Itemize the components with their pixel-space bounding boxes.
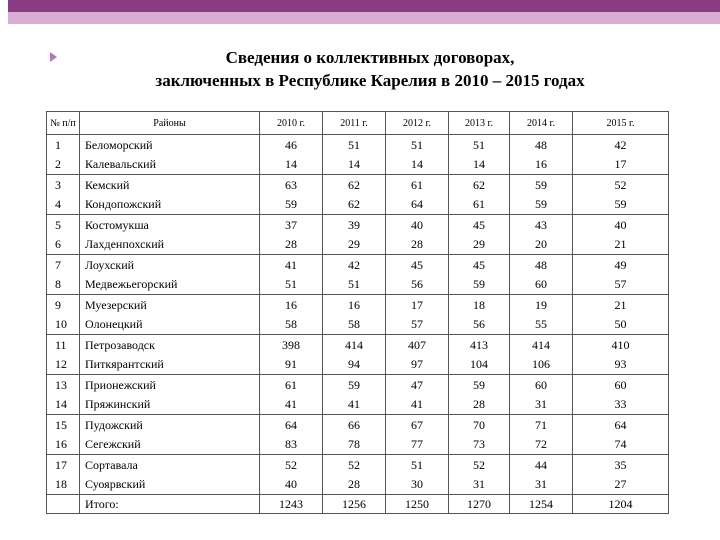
cell-value: 45 — [473, 258, 485, 272]
cell-value: 31 — [535, 397, 547, 411]
cell-value: Беломорский — [85, 138, 153, 152]
cell-2014 — [510, 375, 573, 415]
cell-value: 8 — [55, 277, 61, 291]
cell-value: 60 — [535, 277, 547, 291]
cell-value: 28 — [285, 237, 297, 251]
header-2011: 2011 г. — [323, 112, 386, 135]
cell-2013 — [449, 415, 510, 455]
cell-value: 414 — [345, 338, 363, 352]
table-row — [47, 175, 669, 215]
cell-value: 48 — [535, 258, 547, 272]
cell-value: 70 — [473, 418, 485, 432]
cell-value: 59 — [535, 178, 547, 192]
cell-value: 64 — [614, 418, 627, 432]
cell-value: 14 — [411, 157, 423, 171]
cell-value: 51 — [411, 458, 423, 472]
total-2011: 1256 — [323, 495, 386, 514]
cell-value: 61 — [411, 178, 423, 192]
cell-value: 20 — [535, 237, 547, 251]
cell-value: 60 — [535, 378, 547, 392]
cell-2015 — [573, 415, 669, 455]
cell-2014 — [510, 295, 573, 335]
cell-value: 28 — [473, 397, 485, 411]
cell-value: 66 — [348, 418, 360, 432]
cell-value: Пудожский — [85, 418, 143, 432]
cell-value: 51 — [473, 138, 485, 152]
cell-value: 46 — [285, 138, 297, 152]
cell-2015 — [573, 175, 669, 215]
cell-value: 5 — [55, 218, 61, 232]
cell-value: 410 — [611, 338, 630, 352]
cell-value: 56 — [411, 277, 423, 291]
cell-value: 14 — [55, 397, 67, 411]
cell-district — [80, 295, 260, 335]
cell-2011 — [323, 335, 386, 375]
cell-value: 31 — [473, 477, 485, 491]
cell-value: 30 — [411, 477, 423, 491]
cell-number — [47, 455, 80, 495]
cell-2014 — [510, 135, 573, 175]
total-2015: 1204 — [573, 495, 669, 514]
total-number-cell — [47, 495, 80, 514]
cell-value: 35 — [614, 458, 627, 472]
cell-value: 37 — [285, 218, 297, 232]
cell-value: 14 — [348, 157, 360, 171]
cell-district — [80, 175, 260, 215]
cell-2013 — [449, 175, 510, 215]
table-row — [47, 295, 669, 335]
cell-number — [47, 295, 80, 335]
cell-value: Прионежский — [85, 378, 156, 392]
cell-value: 17 — [55, 458, 67, 472]
table-row — [47, 215, 669, 255]
cell-value: 14 — [473, 157, 485, 171]
cell-value: 52 — [473, 458, 485, 472]
cell-2010 — [260, 335, 323, 375]
cell-value: 40 — [614, 218, 627, 232]
cell-value: 67 — [411, 418, 423, 432]
cell-value: 61 — [473, 197, 485, 211]
cell-value: 40 — [411, 218, 423, 232]
corner-mark — [0, 0, 8, 24]
total-row — [47, 495, 669, 514]
cell-value: 42 — [614, 138, 627, 152]
cell-value: 59 — [348, 378, 360, 392]
cell-number — [47, 215, 80, 255]
cell-value: 93 — [614, 357, 627, 371]
cell-value: 57 — [614, 277, 627, 291]
cell-2014 — [510, 175, 573, 215]
cell-value: Медвежьегорский — [85, 277, 178, 291]
cell-value: 52 — [614, 178, 627, 192]
cell-value: Петрозаводск — [85, 338, 155, 352]
cell-2012 — [386, 295, 449, 335]
cell-value: 62 — [348, 178, 360, 192]
cell-value: 7 — [55, 258, 61, 272]
cell-value: 72 — [535, 437, 547, 451]
cell-value: 3 — [55, 178, 61, 192]
cell-value: 83 — [285, 437, 297, 451]
header-2013: 2013 г. — [449, 112, 510, 135]
header-2014: 2014 г. — [510, 112, 573, 135]
cell-value: 77 — [411, 437, 423, 451]
cell-value: 398 — [282, 338, 300, 352]
cell-number — [47, 375, 80, 415]
cell-2014 — [510, 215, 573, 255]
cell-district — [80, 215, 260, 255]
cell-value: 33 — [614, 397, 627, 411]
cell-value: 17 — [614, 157, 627, 171]
cell-2011 — [323, 455, 386, 495]
cell-2015 — [573, 135, 669, 175]
cell-value: 16 — [348, 298, 360, 312]
cell-2011 — [323, 135, 386, 175]
cell-value: 78 — [348, 437, 360, 451]
cell-2011 — [323, 255, 386, 295]
cell-value: 414 — [532, 338, 550, 352]
cell-value: 40 — [285, 477, 297, 491]
cell-2015 — [573, 455, 669, 495]
cell-2013 — [449, 135, 510, 175]
total-2012: 1250 — [386, 495, 449, 514]
total-label: Итого: — [80, 495, 260, 514]
cell-2014 — [510, 335, 573, 375]
cell-value: Кемский — [85, 178, 130, 192]
header-number: № п/п — [47, 112, 80, 135]
cell-value: 407 — [408, 338, 426, 352]
cell-value: 58 — [285, 317, 297, 331]
header-2010: 2010 г. — [260, 112, 323, 135]
cell-value: 31 — [535, 477, 547, 491]
cell-number — [47, 135, 80, 175]
total-2010: 1243 — [260, 495, 323, 514]
cell-value: 56 — [473, 317, 485, 331]
title-line-1: Сведения о коллективных договорах, — [225, 48, 515, 67]
cell-2012 — [386, 175, 449, 215]
table-body — [47, 135, 669, 495]
cell-value: 59 — [473, 277, 485, 291]
cell-2011 — [323, 175, 386, 215]
cell-value: 4 — [55, 197, 61, 211]
cell-value: 73 — [473, 437, 485, 451]
title-line-2: заключенных в Республике Карелия в 2010 – 2015 годах — [155, 71, 585, 90]
cell-value: 60 — [614, 378, 627, 392]
cell-value: 10 — [55, 317, 67, 331]
cell-value: 61 — [285, 378, 297, 392]
cell-value: 97 — [411, 357, 423, 371]
cell-2010 — [260, 415, 323, 455]
cell-2015 — [573, 255, 669, 295]
cell-value: 12 — [55, 357, 67, 371]
table-row — [47, 375, 669, 415]
cell-value: Муезерский — [85, 298, 147, 312]
cell-value: 41 — [411, 397, 423, 411]
cell-district — [80, 375, 260, 415]
cell-2011 — [323, 215, 386, 255]
cell-value: 19 — [535, 298, 547, 312]
cell-value: 21 — [614, 298, 627, 312]
cell-value: 16 — [55, 437, 67, 451]
cell-value: 14 — [285, 157, 297, 171]
table-row — [47, 255, 669, 295]
cell-2015 — [573, 295, 669, 335]
cell-value: 71 — [535, 418, 547, 432]
cell-district — [80, 135, 260, 175]
slide-title — [70, 46, 670, 92]
header-2012: 2012 г. — [386, 112, 449, 135]
cell-2010 — [260, 175, 323, 215]
cell-number — [47, 255, 80, 295]
cell-value: 50 — [614, 317, 627, 331]
table-row — [47, 335, 669, 375]
cell-value: 47 — [411, 378, 423, 392]
cell-value: 63 — [285, 178, 297, 192]
cell-value: 18 — [473, 298, 485, 312]
cell-2012 — [386, 255, 449, 295]
cell-value: 15 — [55, 418, 67, 432]
cell-2010 — [260, 215, 323, 255]
cell-value: Пряжинский — [85, 397, 151, 411]
cell-2012 — [386, 135, 449, 175]
cell-value: 28 — [411, 237, 423, 251]
cell-value: 44 — [535, 458, 547, 472]
cell-value: 21 — [614, 237, 627, 251]
total-2013: 1270 — [449, 495, 510, 514]
cell-district — [80, 455, 260, 495]
cell-2012 — [386, 415, 449, 455]
cell-value: 59 — [535, 197, 547, 211]
bullet-triangle-icon — [50, 52, 57, 62]
cell-value: 16 — [535, 157, 547, 171]
cell-2015 — [573, 335, 669, 375]
cell-district — [80, 335, 260, 375]
cell-value: 17 — [411, 298, 423, 312]
table-row — [47, 135, 669, 175]
header-district: Районы — [80, 112, 260, 135]
cell-value: Сортавала — [85, 458, 138, 472]
cell-value: 104 — [470, 357, 488, 371]
cell-value: 413 — [470, 338, 488, 352]
cell-value: 39 — [348, 218, 360, 232]
cell-value: 55 — [535, 317, 547, 331]
cell-number — [47, 335, 80, 375]
total-2014: 1254 — [510, 495, 573, 514]
cell-2014 — [510, 455, 573, 495]
cell-value: Лахденпохский — [85, 237, 165, 251]
cell-value: 64 — [285, 418, 297, 432]
cell-value: 49 — [614, 258, 627, 272]
cell-value: 45 — [411, 258, 423, 272]
cell-value: 27 — [614, 477, 627, 491]
cell-2011 — [323, 415, 386, 455]
cell-2013 — [449, 255, 510, 295]
cell-value: 16 — [285, 298, 297, 312]
cell-2011 — [323, 375, 386, 415]
cell-value: Калевальский — [85, 157, 156, 171]
cell-value: 41 — [348, 397, 360, 411]
cell-value: 51 — [411, 138, 423, 152]
cell-district — [80, 415, 260, 455]
cell-value: Кондопожский — [85, 197, 162, 211]
cell-value: 51 — [348, 138, 360, 152]
cell-2013 — [449, 335, 510, 375]
cell-value: 41 — [285, 397, 297, 411]
cell-value: 74 — [614, 437, 627, 451]
cell-2010 — [260, 375, 323, 415]
cell-value: 59 — [285, 197, 297, 211]
cell-2015 — [573, 375, 669, 415]
cell-value: Питкярантский — [85, 357, 164, 371]
cell-value: 9 — [55, 298, 61, 312]
cell-value: 29 — [348, 237, 360, 251]
cell-2013 — [449, 215, 510, 255]
cell-value: 62 — [348, 197, 360, 211]
cell-value: 91 — [285, 357, 297, 371]
cell-district — [80, 255, 260, 295]
cell-2010 — [260, 135, 323, 175]
cell-value: 58 — [348, 317, 360, 331]
table-header-row — [47, 112, 669, 135]
cell-2015 — [573, 215, 669, 255]
cell-2012 — [386, 215, 449, 255]
cell-2010 — [260, 255, 323, 295]
cell-value: 51 — [285, 277, 297, 291]
cell-value: Костомукша — [85, 218, 149, 232]
cell-value: 18 — [55, 477, 67, 491]
cell-value: 45 — [473, 218, 485, 232]
cell-value: 2 — [55, 157, 61, 171]
cell-value: 42 — [348, 258, 360, 272]
cell-number — [47, 175, 80, 215]
cell-2013 — [449, 455, 510, 495]
cell-value: 106 — [532, 357, 550, 371]
cell-value: Суоярвский — [85, 477, 146, 491]
cell-value: Олонецкий — [85, 317, 143, 331]
cell-number — [47, 415, 80, 455]
cell-2012 — [386, 335, 449, 375]
cell-value: 1 — [55, 138, 61, 152]
cell-value: 6 — [55, 237, 61, 251]
cell-2014 — [510, 415, 573, 455]
top-accent-bar-light — [8, 12, 720, 24]
cell-2011 — [323, 295, 386, 335]
table-row — [47, 415, 669, 455]
cell-value: 28 — [348, 477, 360, 491]
cell-value: 94 — [348, 357, 360, 371]
cell-value: 11 — [55, 338, 67, 352]
agreements-table — [46, 111, 669, 514]
cell-value: 59 — [614, 197, 627, 211]
top-accent-bar — [8, 0, 720, 12]
cell-value: Сегежский — [85, 437, 141, 451]
cell-value: 13 — [55, 378, 67, 392]
cell-value: Лоухский — [85, 258, 135, 272]
table-row — [47, 455, 669, 495]
cell-value: 43 — [535, 218, 547, 232]
cell-value: 29 — [473, 237, 485, 251]
cell-value: 59 — [473, 378, 485, 392]
cell-value: 41 — [285, 258, 297, 272]
cell-value: 48 — [535, 138, 547, 152]
cell-2012 — [386, 375, 449, 415]
cell-value: 51 — [348, 277, 360, 291]
cell-value: 52 — [285, 458, 297, 472]
cell-2013 — [449, 295, 510, 335]
cell-value: 62 — [473, 178, 485, 192]
cell-2010 — [260, 295, 323, 335]
cell-2010 — [260, 455, 323, 495]
cell-2013 — [449, 375, 510, 415]
header-2015: 2015 г. — [573, 112, 669, 135]
cell-2014 — [510, 255, 573, 295]
cell-value: 57 — [411, 317, 423, 331]
cell-value: 52 — [348, 458, 360, 472]
cell-value: 64 — [411, 197, 423, 211]
cell-2012 — [386, 455, 449, 495]
